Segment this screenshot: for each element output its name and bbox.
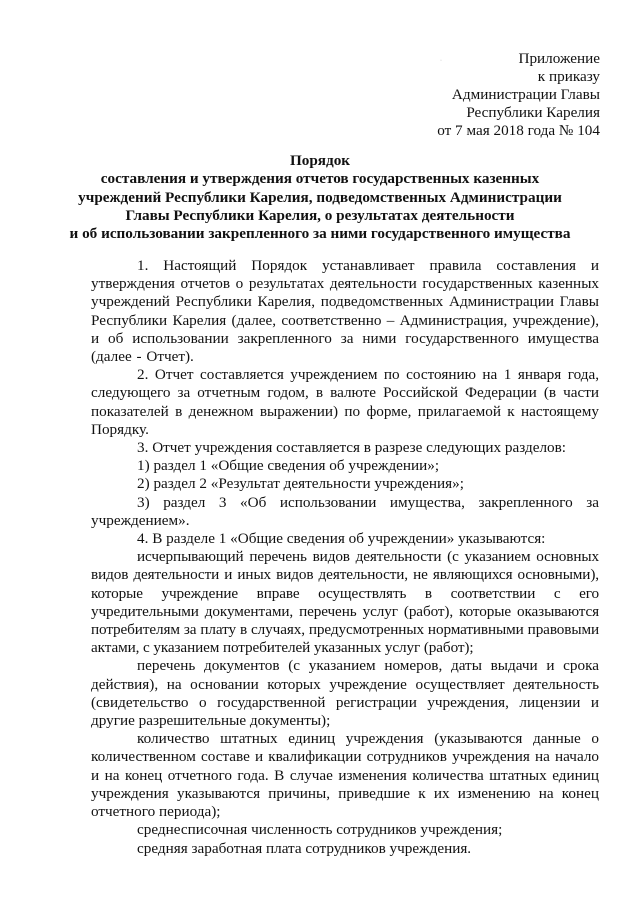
appendix-line: Приложение [518,50,600,67]
appendix-header [340,50,600,140]
paragraph: 3. Отчет учреждения составляется в разрезе следующих разделов: [137,439,567,457]
appendix-line: к приказу [537,68,600,85]
paragraph: среднесписочная численность сотрудников учреждения; [137,821,503,839]
appendix-line: Администрации Главы [451,86,600,103]
document-body [91,257,599,858]
paragraph: исчерпывающий перечень видов деятельности (с указанием основных видов деятельности и иных видов деятельности, не являющихся основными), которые учреждение вправе осуществлять в соответствии с его учредительными документами, перечень услуг (работ), которые оказываются потребителям за плату в случаях, предусмотренных нормативными правовыми актами, с указанием потребителей указанных услуг (работ); [91,548,599,657]
title-line: учреждений Республики Карелия, подведомственных Администрации [78,188,562,206]
paragraph: 3) раздел 3 «Об использовании имущества, закрепленного за учреждением». [91,493,599,529]
paragraph: 2. Отчет составляется учреждением по состоянию на 1 января года, следующего за отчетным годом, в валюте Российской Федерации (в части показателей в денежном выражении) по форме, прилагаемой к настоящему Порядку. [91,366,599,438]
paragraph: средняя заработная плата сотрудников учреждения. [137,839,472,857]
scan-mark: · [440,58,442,64]
appendix-line: от 7 мая 2018 года № 104 [437,122,600,139]
paragraph: 2) раздел 2 «Результат деятельности учреждения»; [137,475,464,493]
paragraph: перечень документов (с указанием номеров, даты выдачи и срока действия), на основании которых учреждение осуществляет деятельность (свидетельство о государственной регистрации учреждения, лицензии и другие разрешительные документы); [91,657,599,730]
title-line: составления и утверждения отчетов государственных казенных [100,170,540,188]
paragraph: 1. Настоящий Порядок устанавливает правила составления и утверждения отчетов о результатах деятельности государственных казенных учреждений Республики Карелия, подведомственных Администрации Главы Республики Карелия (далее, соответственно – Администрация, учреждение), и об использовании закрепленного за ними государственного имущества (далее - Отчет). [91,257,599,366]
paragraph: количество штатных единиц учреждения (указываются данные о количественном составе и квалификации сотрудников учреждения на начало и на конец отчетного года. В случае изменения количества штатных единиц учреждения указываются причины, приведшие к их изменению на конец отчетного периода); [91,730,599,821]
paragraph: 4. В разделе 1 «Общие сведения об учреждении» указываются: [137,530,546,548]
paragraph: 1) раздел 1 «Общие сведения об учреждении»; [137,457,440,475]
document-title [0,152,640,243]
appendix-line: Республики Карелия [466,104,600,121]
title-line: Главы Республики Карелия, о результатах деятельности [125,206,515,224]
title-line: и об использовании закрепленного за ними государственного имущества [69,225,571,243]
title-line: Порядок [289,152,351,169]
